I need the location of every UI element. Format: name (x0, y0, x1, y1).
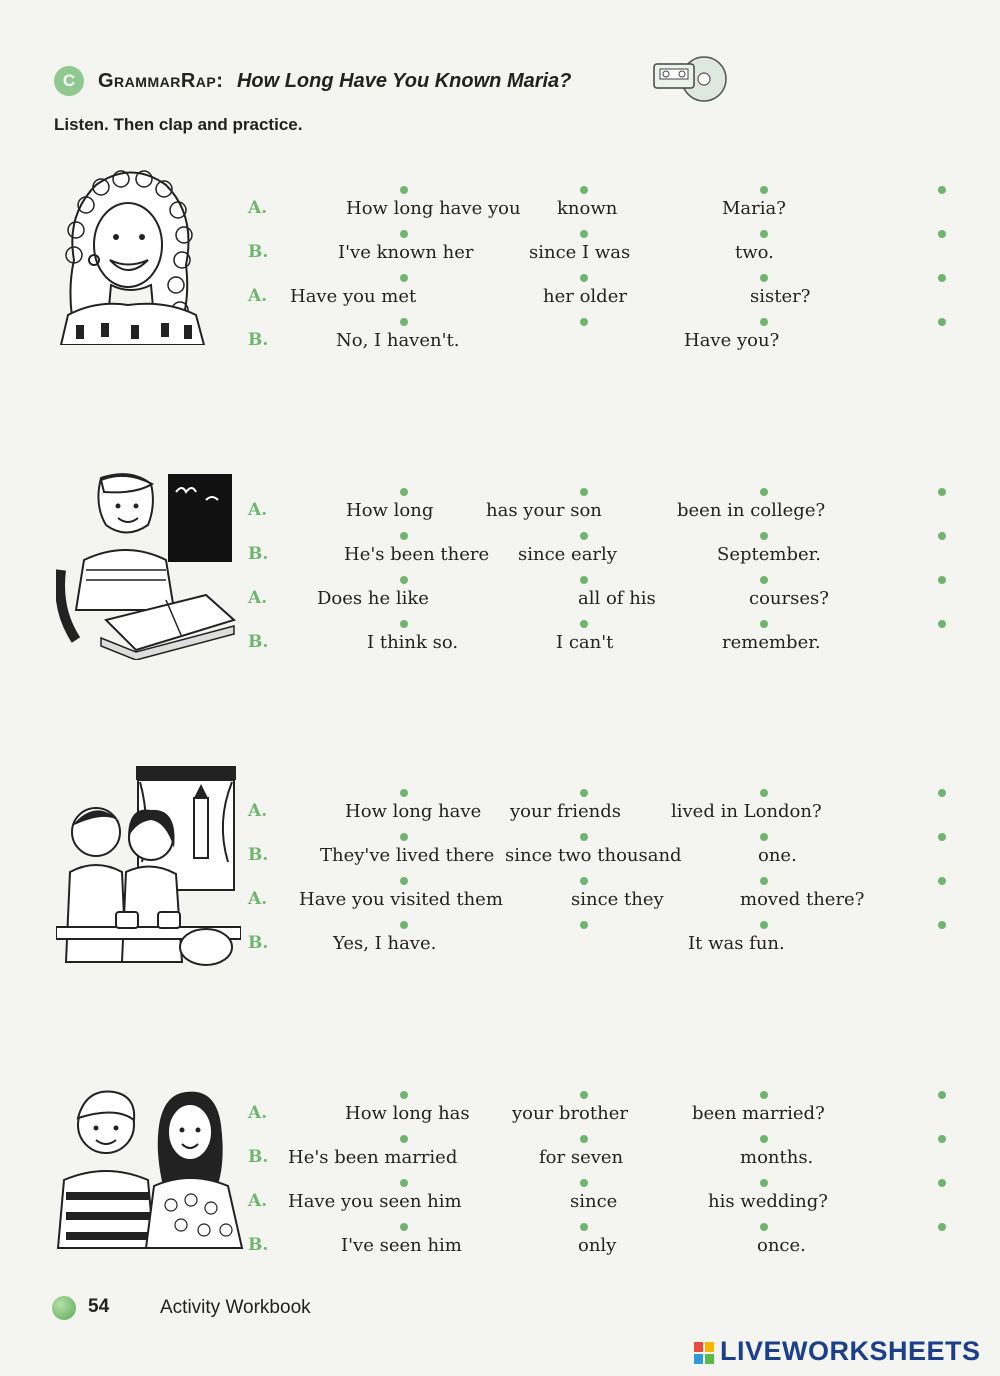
rap-line (0, 268, 1000, 312)
beat-dot (760, 1223, 768, 1231)
beat-dot (760, 877, 768, 885)
lyric-segment: once. (757, 1235, 806, 1256)
lyric-segment: He's been there (344, 544, 490, 565)
beat-dot (400, 833, 408, 841)
beat-dot (400, 274, 408, 282)
lyric-segment: He's been married (288, 1147, 458, 1168)
beat-dot (400, 576, 408, 584)
section-badge: C (54, 66, 84, 96)
lyric-segment: I can't (556, 632, 614, 653)
page-number-badge (52, 1296, 76, 1320)
lyric-segment: since they (571, 889, 664, 910)
lyric-segment: remember. (722, 632, 821, 653)
lyric-segment: been in college? (677, 500, 826, 521)
beat-dot (938, 274, 946, 282)
beat-dot (760, 833, 768, 841)
beat-dot (760, 274, 768, 282)
beat-dot (938, 789, 946, 797)
rap-line (0, 1173, 1000, 1217)
lyric-segment: for seven (539, 1147, 624, 1168)
lyric-segment: one. (758, 845, 797, 866)
beat-dot (938, 1223, 946, 1231)
beat-dot (760, 576, 768, 584)
beat-dot (938, 1179, 946, 1187)
speaker-label: B. (248, 330, 269, 350)
beat-dot (400, 186, 408, 194)
beat-dot (938, 230, 946, 238)
beat-dot (760, 1135, 768, 1143)
lyric-segment: two. (735, 242, 774, 263)
beat-dot (580, 1179, 588, 1187)
beat-dot (400, 620, 408, 628)
rap-line (0, 180, 1000, 224)
rap-line (0, 827, 1000, 871)
beat-dot (760, 318, 768, 326)
beat-dot (760, 186, 768, 194)
beat-dot (580, 877, 588, 885)
page-number: 54 (88, 1296, 110, 1317)
beat-dot (938, 488, 946, 496)
speaker-label: A. (248, 889, 268, 909)
rap-line (0, 526, 1000, 570)
lyric-segment: No, I haven't. (336, 330, 460, 351)
lyric-segment: months. (740, 1147, 814, 1168)
beat-dot (760, 488, 768, 496)
rap-line (0, 482, 1000, 526)
lyric-segment: I've seen him (341, 1235, 462, 1256)
beat-dot (400, 789, 408, 797)
speaker-label: B. (248, 845, 269, 865)
beat-dot (400, 532, 408, 540)
lyric-segment: his wedding? (708, 1191, 828, 1212)
lyric-segment: moved there? (740, 889, 865, 910)
rap-line (0, 1085, 1000, 1129)
beat-dot (760, 1179, 768, 1187)
speaker-label: A. (248, 286, 268, 306)
beat-dot (400, 1223, 408, 1231)
beat-dot (938, 576, 946, 584)
lyric-segment: They've lived there (320, 845, 495, 866)
lyric-segment: Maria? (722, 198, 786, 219)
lyric-segment: has your son (486, 500, 602, 521)
beat-dot (760, 921, 768, 929)
lyric-segment: sister? (750, 286, 811, 307)
lyric-segment: It was fun. (688, 933, 785, 954)
beat-dot (400, 1135, 408, 1143)
beat-dot (400, 1179, 408, 1187)
beat-dot (938, 318, 946, 326)
lyric-segment: your brother (512, 1103, 628, 1124)
beat-dot (580, 230, 588, 238)
rap-line (0, 224, 1000, 268)
lyric-segment: since two thousand (505, 845, 682, 866)
lyric-segment: her older (543, 286, 627, 307)
beat-dot (400, 488, 408, 496)
beat-dot (400, 230, 408, 238)
beat-dot (400, 318, 408, 326)
lyric-segment: Have you? (684, 330, 780, 351)
lyric-segment: September. (717, 544, 821, 565)
lyric-segment: Yes, I have. (333, 933, 437, 954)
rap-line (0, 1217, 1000, 1261)
lyric-segment: since early (518, 544, 617, 565)
rap-line (0, 312, 1000, 356)
instruction-text: Listen. Then clap and practice. (54, 115, 303, 134)
lyric-segment: Have you met (290, 286, 417, 307)
beat-dot (580, 186, 588, 194)
speaker-label: B. (248, 632, 269, 652)
lyric-segment: Have you visited them (299, 889, 503, 910)
lyric-segment: all of his (578, 588, 656, 609)
beat-dot (580, 274, 588, 282)
speaker-label: B. (248, 544, 269, 564)
lyric-segment: since (570, 1191, 618, 1212)
beat-dot (760, 789, 768, 797)
lyric-segment: I think so. (367, 632, 459, 653)
footer-title: Activity Workbook (160, 1297, 311, 1318)
beat-dot (938, 532, 946, 540)
speaker-label: B. (248, 933, 269, 953)
beat-dot (400, 921, 408, 929)
beat-dot (580, 1223, 588, 1231)
beat-dot (938, 833, 946, 841)
section-title (98, 70, 571, 93)
speaker-label: A. (248, 198, 268, 218)
beat-dot (580, 1135, 588, 1143)
lyric-segment: I've known her (338, 242, 474, 263)
speaker-label: A. (248, 1103, 268, 1123)
beat-dot (938, 1135, 946, 1143)
lyric-segment: lived in London? (671, 801, 822, 822)
rap-line (0, 871, 1000, 915)
beat-dot (938, 877, 946, 885)
beat-dot (760, 620, 768, 628)
rap-line (0, 783, 1000, 827)
section-label: GrammarRap: (98, 70, 224, 92)
brand-text: LIVEWORKSHEETS (720, 1336, 981, 1366)
lyric-segment: been married? (692, 1103, 825, 1124)
beat-dot (580, 833, 588, 841)
beat-dot (760, 532, 768, 540)
speaker-label: B. (248, 1147, 269, 1167)
rap-line (0, 570, 1000, 614)
speaker-label: A. (248, 1191, 268, 1211)
lyric-segment: since I was (529, 242, 631, 263)
beat-dot (760, 230, 768, 238)
beat-dot (580, 1091, 588, 1099)
beat-dot (580, 318, 588, 326)
lyric-segment: How long has (345, 1103, 470, 1124)
beat-dot (580, 488, 588, 496)
brand-mark-icon (694, 1342, 714, 1364)
beat-dot (400, 1091, 408, 1099)
speaker-label: B. (248, 242, 269, 262)
lyric-segment: How long have you (346, 198, 521, 219)
beat-dot (580, 620, 588, 628)
cassette-cd-icon[interactable] (652, 54, 728, 104)
beat-dot (938, 921, 946, 929)
beat-dot (760, 1091, 768, 1099)
speaker-label: B. (248, 1235, 269, 1255)
lyric-segment: How long have (345, 801, 482, 822)
lyric-segment: known (557, 198, 618, 219)
beat-dot (938, 1091, 946, 1099)
lyric-segment: only (578, 1235, 617, 1256)
lyric-segment: How long (346, 500, 434, 521)
rap-line (0, 1129, 1000, 1173)
beat-dot (580, 576, 588, 584)
speaker-label: A. (248, 500, 268, 520)
rap-line (0, 915, 1000, 959)
lyric-segment: your friends (510, 801, 621, 822)
lyric-segment: Does he like (317, 588, 429, 609)
rap-line (0, 614, 1000, 658)
lyric-segment: courses? (749, 588, 829, 609)
beat-dot (938, 186, 946, 194)
rap-title: How Long Have You Known Maria? (236, 70, 572, 92)
speaker-label: A. (248, 588, 268, 608)
beat-dot (938, 620, 946, 628)
beat-dot (580, 532, 588, 540)
speaker-label: A. (248, 801, 268, 821)
beat-dot (400, 877, 408, 885)
section-header (54, 62, 734, 102)
beat-dot (580, 921, 588, 929)
beat-dot (580, 789, 588, 797)
lyric-segment: Have you seen him (288, 1191, 462, 1212)
